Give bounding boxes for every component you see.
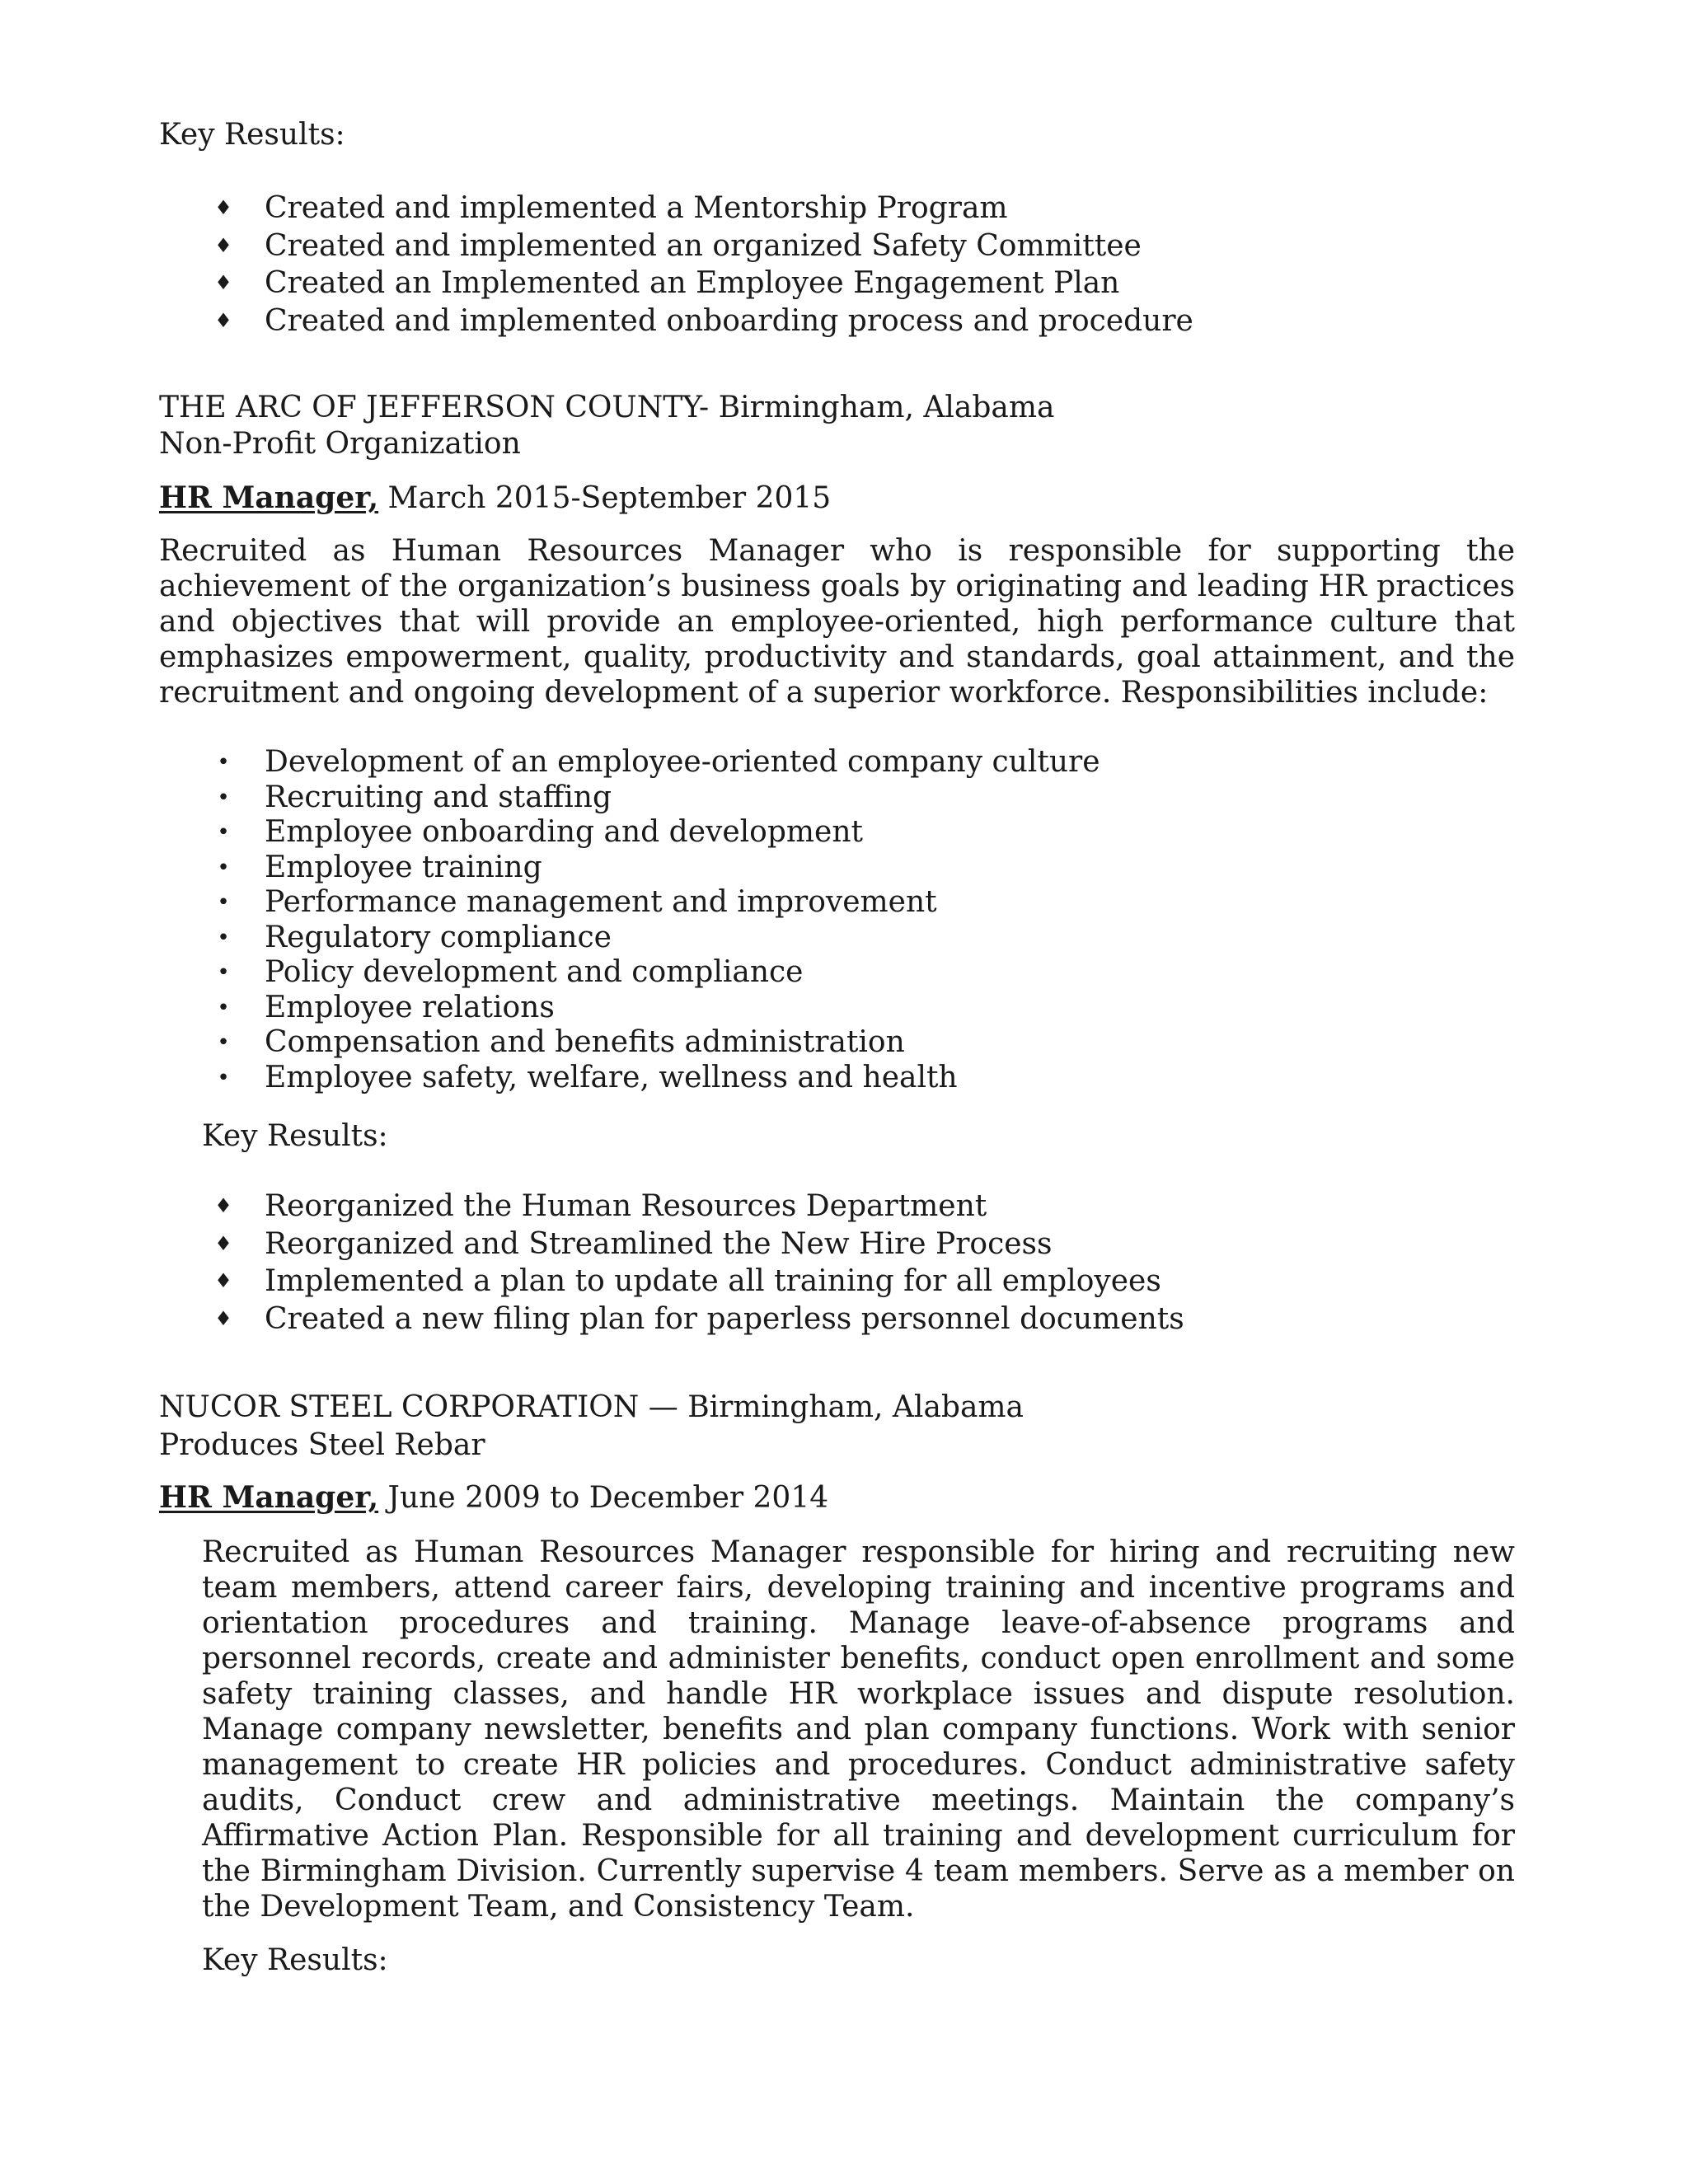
responsibilities-list — [168, 745, 1100, 1095]
dot-bullet-icon: • — [217, 785, 230, 810]
dot-bullet-icon: • — [217, 855, 230, 880]
diamond-bullet-icon: ♦ — [214, 1269, 232, 1292]
job-description: Recruited as Human Resources Manager responsible for hiring and recruiting new team members, attend career fairs, developing training and incentive programs and orientation procedures and training. Manage leave-of-absence programs and personnel records, create and administer benefits, conduct open enrollment and some safety training classes, and handle HR workplace issues and dispute resolution. Manage company newsletter, benefits and plan company functions. Work with senior management to create HR policies and procedures. Conduct administrative safety audits, Conduct crew and administrative meetings. Maintain the company’s Affirmative Action Plan. Responsible for all training and development curriculum for the Birmingham Division. Currently supervise 4 team members. Serve as a member on the Development Team, and Consistency Team. — [202, 1535, 1515, 1924]
company-name: NUCOR STEEL CORPORATION — Birmingham, Alabama — [159, 1390, 1025, 1424]
diamond-bullet-icon: ♦ — [214, 271, 232, 294]
list-item: ♦ Created and implemented a Mentorship Program — [168, 190, 1193, 227]
dot-bullet-icon: • — [217, 925, 230, 950]
organization-type: Non-Profit Organization — [159, 427, 521, 461]
dot-bullet-icon: • — [217, 820, 230, 845]
key-results-label: Key Results: — [159, 118, 345, 152]
list-item: • Employee training — [168, 851, 1100, 886]
arc-key-results-list — [168, 1188, 1184, 1338]
diamond-bullet-icon: ♦ — [214, 308, 232, 332]
list-item: • Employee onboarding and development — [168, 815, 1100, 851]
diamond-bullet-icon: ♦ — [214, 1231, 232, 1255]
list-item: ♦ Reorganized the Human Resources Department — [168, 1188, 1184, 1226]
job-dates: June 2009 to December 2014 — [378, 1481, 829, 1515]
diamond-bullet-icon: ♦ — [214, 233, 232, 257]
job-title: HR Manager, — [159, 1480, 379, 1515]
key-results-label: Key Results: — [202, 1943, 388, 1977]
dot-bullet-icon: • — [217, 890, 230, 915]
top-key-results-list — [168, 190, 1193, 340]
diamond-bullet-icon: ♦ — [214, 1194, 232, 1217]
key-results-label: Key Results: — [202, 1119, 388, 1153]
list-item: • Employee relations — [168, 991, 1100, 1026]
list-item: • Policy development and compliance — [168, 955, 1100, 991]
list-item: ♦ Reorganized and Streamlined the New Hire Process — [168, 1226, 1184, 1263]
job-heading — [159, 1480, 828, 1516]
dot-bullet-icon: • — [217, 960, 230, 985]
list-item: • Employee safety, welfare, wellness and health — [168, 1061, 1100, 1096]
list-item: ♦ Created and implemented an organized Safety Committee — [168, 227, 1193, 265]
dot-bullet-icon: • — [217, 750, 230, 775]
dot-bullet-icon: • — [217, 995, 230, 1020]
dot-bullet-icon: • — [217, 1065, 230, 1090]
diamond-bullet-icon: ♦ — [214, 196, 232, 219]
company-name: THE ARC OF JEFFERSON COUNTY- Birmingham, Alabama — [159, 391, 1055, 424]
list-item: ♦ Created and implemented onboarding process and procedure — [168, 302, 1193, 340]
job-dates: March 2015-September 2015 — [378, 481, 832, 515]
job-description: Recruited as Human Resources Manager who is responsible for supporting the achievement of the organization’s business goals by originating and leading HR practices and objectives that will provide an employee-oriented, high performance culture that emphasizes empowerment, quality, productivity and standards, goal attainment, and the recruitment and ongoing development of a superior workforce. Responsibilities include: — [159, 534, 1515, 710]
list-item: ♦ Implemented a plan to update all training for all employees — [168, 1263, 1184, 1301]
list-item: • Compensation and benefits administration — [168, 1025, 1100, 1061]
diamond-bullet-icon: ♦ — [214, 1306, 232, 1330]
job-heading — [159, 480, 831, 516]
dot-bullet-icon: • — [217, 1030, 230, 1055]
job-title: HR Manager, — [159, 480, 379, 515]
list-item: • Performance management and improvement — [168, 885, 1100, 921]
list-item: • Recruiting and staffing — [168, 780, 1100, 816]
list-item: ♦ Created a new filing plan for paperless personnel documents — [168, 1301, 1184, 1338]
list-item: ♦ Created an Implemented an Employee Engagement Plan — [168, 265, 1193, 302]
list-item: • Regulatory compliance — [168, 921, 1100, 956]
organization-type: Produces Steel Rebar — [159, 1428, 485, 1462]
list-item: • Development of an employee-oriented company culture — [168, 745, 1100, 780]
